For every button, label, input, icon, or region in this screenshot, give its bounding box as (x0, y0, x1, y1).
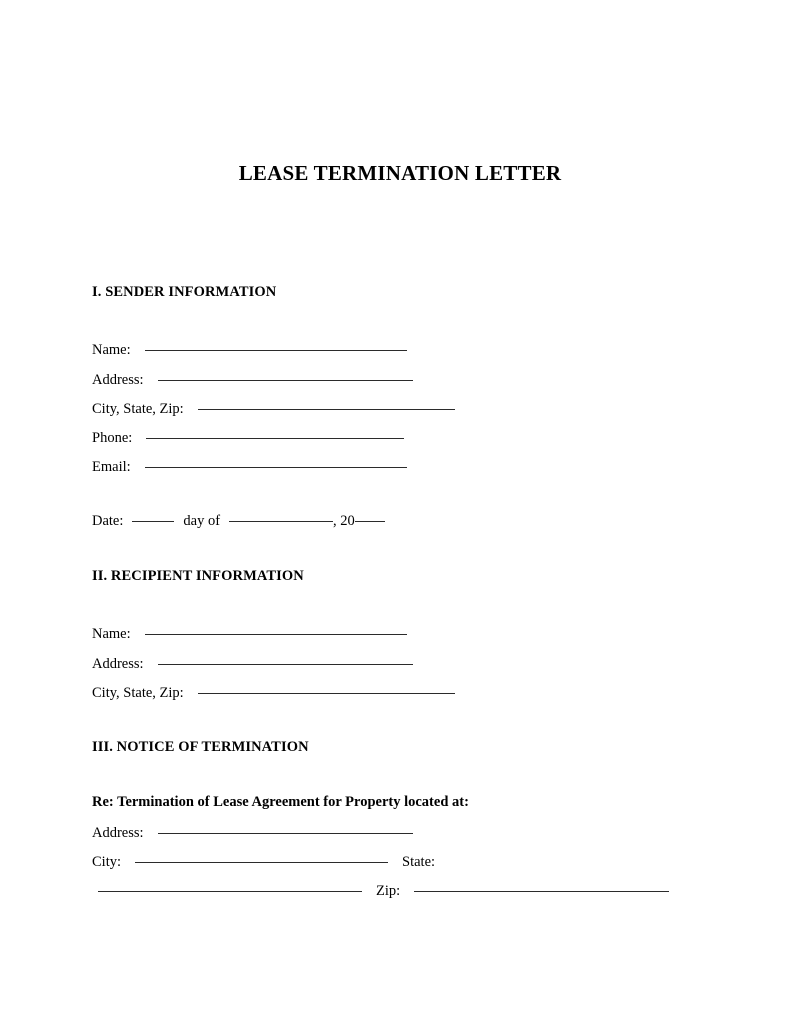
sender-city-state-zip-label: City, State, Zip: (92, 401, 184, 417)
sender-name-label: Name: (92, 342, 131, 358)
field-row-recipient-name (92, 624, 407, 644)
sender-email-input-rule[interactable] (145, 467, 407, 468)
section-heading-notice: III. NOTICE OF TERMINATION (92, 739, 309, 755)
sender-name-input-rule[interactable] (145, 350, 407, 351)
field-row-sender-city-state-zip (92, 399, 455, 419)
field-row-recipient-address (92, 654, 413, 674)
property-state-label: State: (402, 854, 436, 870)
recipient-name-input-rule[interactable] (145, 634, 407, 635)
recipient-city-state-zip-label: City, State, Zip: (92, 685, 184, 701)
recipient-address-input-rule[interactable] (158, 664, 413, 665)
date-label: Date: (92, 513, 124, 529)
sender-address-input-rule[interactable] (158, 380, 413, 381)
recipient-name-label: Name: (92, 626, 131, 642)
date-day-input-rule[interactable] (132, 521, 174, 522)
property-address-label: Address: (92, 825, 144, 841)
property-address-input-rule[interactable] (158, 833, 413, 834)
property-city-input-rule[interactable] (135, 862, 388, 863)
recipient-address-label: Address: (92, 656, 144, 672)
property-city-label: City: (92, 854, 122, 870)
date-year-input-rule[interactable] (355, 521, 385, 522)
section-heading-sender: I. SENDER INFORMATION (92, 284, 277, 300)
recipient-city-state-zip-input-rule[interactable] (198, 693, 455, 694)
field-row-date (92, 511, 385, 531)
field-row-sender-name (92, 340, 407, 360)
field-row-sender-email (92, 457, 407, 477)
sender-email-label: Email: (92, 459, 131, 475)
property-zip-input-rule[interactable] (414, 891, 669, 892)
page-title: LEASE TERMINATION LETTER (238, 161, 562, 185)
sender-city-state-zip-input-rule[interactable] (198, 409, 455, 410)
field-row-sender-phone (92, 428, 404, 448)
field-row-property-zip (98, 881, 669, 901)
sender-phone-input-rule[interactable] (146, 438, 404, 439)
field-row-property-address (92, 823, 413, 843)
field-row-recipient-city-state-zip (92, 683, 455, 703)
property-state-input-rule[interactable] (98, 891, 362, 892)
sender-address-label: Address: (92, 372, 144, 388)
date-year-prefix-label: , 20 (333, 513, 355, 529)
field-row-property-city-state (92, 852, 435, 872)
date-month-input-rule[interactable] (229, 521, 333, 522)
date-day-of-label: day of (183, 513, 221, 529)
section-heading-recipient: II. RECIPIENT INFORMATION (92, 568, 304, 584)
sender-phone-label: Phone: (92, 430, 133, 446)
re-subject-line: Re: Termination of Lease Agreement for Property located at: (92, 794, 469, 810)
property-zip-label: Zip: (376, 883, 401, 899)
field-row-sender-address (92, 370, 413, 390)
